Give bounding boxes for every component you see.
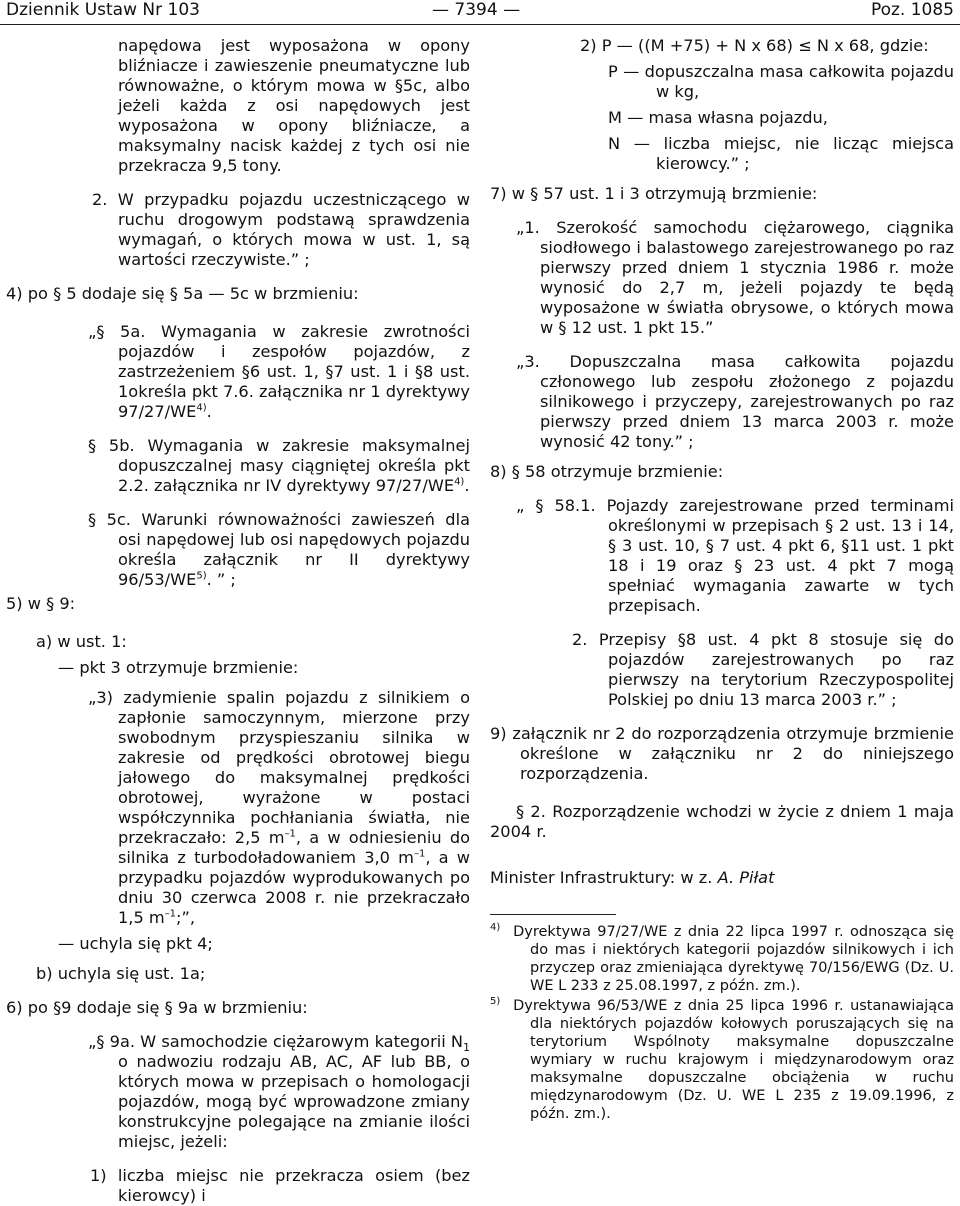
footnote-4 <box>490 923 954 995</box>
page-number: — 7394 — <box>432 0 521 20</box>
item-2-formula: 2) P — ((M +75) + N x 68) ≤ N x 68, gdzie: <box>580 36 929 55</box>
section-58-2: 2. Przepisy §8 ust. 4 pkt 8 stosuje się do pojazdów zarejestrowanych po raz pierwszy na terytorium Rzeczypospolitej Polskiej po dniu 13 marca 2003 r.” ; <box>572 630 954 709</box>
footnote-5-mark: 5) <box>490 996 501 1008</box>
journal-title: Dziennik Ustaw Nr 103 <box>6 0 200 20</box>
item-5: 5) w § 9: <box>6 594 76 613</box>
section-9a <box>6 1032 470 1152</box>
section-5c <box>6 510 470 590</box>
footnote-5-text: Dyrektywa 96/53/WE z dnia 25 lipca 1996 r. ustanawiająca dla niektórych pojazdów kołowych poruszających się na terytorium Wspólnoty maksymalne dopuszczalne wymiary w ruchu krajowym i międzynarodowym oraz maksymalne dopuszczalne obciążenia w ruchu międzynarodowym (Dz. U. WE L 235 z 19.09.1996, z późn. zm.). <box>513 998 955 1122</box>
section-2: § 2. Rozporządzenie wchodzi w życie z dniem 1 maja 2004 r. <box>490 802 954 841</box>
footnote-ref-5[interactable]: 5) <box>196 570 207 582</box>
paragraph-ust-2: 2. W przypadku pojazdu uczestniczącego w ruchu drogowym podstawą sprawdzenia wymagań, o których mowa w ust. 1, są wartości rzeczywiste.” ; <box>92 190 470 269</box>
unit-exponent: –1 <box>284 828 296 840</box>
footnote-4-mark: 4) <box>490 922 501 934</box>
section-5a-end: . <box>206 402 212 421</box>
footnote-rule <box>490 914 616 915</box>
pkt-3-part-3: , a w przypadku pojazdów wyprodukowanych po dniu 30 czerwca 2008 r. nie przekraczało 1,5 m <box>118 848 470 927</box>
pkt-3-part-1: „3) zadymienie spalin pojazdu z silnikiem o zapłonie samoczynnym, mierzone przy swobodnym przyspieszaniu silnika w zakresie od prędkości obrotowej biegu jałowego do maksymalnej prędkości obrotowej, wyrażone w postaci współczynnika pochłaniania światła, nie przekraczało: 2,5 m <box>88 688 470 847</box>
signature <box>490 868 954 888</box>
pkt-3-part-4: ;”, <box>176 908 196 927</box>
item-7: 7) w § 57 ust. 1 i 3 otrzymują brzmienie: <box>490 184 818 203</box>
footnote-4-text: Dyrektywa 97/27/WE z dnia 22 lipca 1997 r. odnosząca się do mas i niektórych kategorii pojazdów silnikowych i ich przyczep oraz zmieniająca dyrektywę 70/156/EWG (Dz. U. WE L 233 z 25.08.1997, z późn. zm.). <box>513 924 955 994</box>
pkt-3-part-2: , a w odniesieniu do silnika z turbodoładowaniem 3,0 m <box>118 828 470 867</box>
paragraph-57-1: „1. Szerokość samochodu ciężarowego, ciągnika siodłowego i balastowego zarejestrowanego po raz pierwszy przed dniem 1 stycznia 1986 r. może wynosić do 2,7 m, jeżeli pojazdy te będą wyposażone w światła obrysowe, o których mowa w § 12 ust. 1 pkt 15.” <box>516 218 954 337</box>
page-header <box>0 0 960 26</box>
position-number: Poz. 1085 <box>870 0 954 20</box>
header-rule <box>0 24 960 25</box>
signature-title: Minister Infrastruktury: w z. <box>490 868 718 887</box>
unit-exponent: –1 <box>413 848 426 860</box>
item-5a-dash-1: — pkt 3 otrzymuje brzmienie: <box>58 658 299 677</box>
section-5b-text: § 5b. Wymagania w zakresie maksymalnej dopuszczalnej masy ciągniętej określa pkt 2.2. załącznika nr IV dyrektywy 97/27/WE <box>88 436 470 495</box>
definition-p: P — dopuszczalna masa całkowita pojazdu w kg, <box>608 62 954 101</box>
unit-exponent: –1 <box>164 908 177 920</box>
item-5b: b) uchyla się ust. 1a; <box>36 964 206 983</box>
section-5a-text: „§ 5a. Wymagania w zakresie zwrotności pojazdów i zespołów pojazdów, z zastrzeżeniem §6 ust. 1, §7 ust. 1 i §8 ust. 1określa pkt 7.6. załącznika nr 1 dyrektywy 97/27/WE <box>88 322 470 421</box>
item-4: 4) po § 5 dodaje się § 5a — 5c w brzmieniu: <box>6 284 359 303</box>
section-5c-text: § 5c. Warunki równoważności zawieszeń dla osi napędowej lub osi napędowych pojazdu określa załącznik nr II dyrektywy 96/53/WE <box>88 510 470 589</box>
paragraph-continuation: napędowa jest wyposażona w opony bliźniacze i zawieszenie pneumatyczne lub równoważne, o którym mowa w §5c, albo jeżeli każda z osi napędowych jest wyposażona w opony bliźniacze, a maksymalny nacisk każdej z tych osi nie przekracza 9,5 tony. <box>118 36 470 175</box>
footnote-ref-4[interactable]: 4) <box>196 402 207 414</box>
item-8: 8) § 58 otrzymuje brzmienie: <box>490 462 724 481</box>
definition-n: N — liczba miejsc, nie licząc miejsca kierowcy.” ; <box>608 134 954 173</box>
section-5b <box>6 436 470 496</box>
section-58-1: „ § 58.1. Pojazdy zarejestrowane przed terminami określonymi w przepisach § 2 ust. 13 i 14, § 3 ust. 10, § 7 ust. 4 pkt 6, §11 ust. 1 pkt 18 i 19 oraz § 23 ust. 4 pkt 7 mogą spełniać wymagania zawarte w tych przepisach. <box>516 496 954 615</box>
section-9a-part-1: „§ 9a. W samochodzie ciężarowym kategorii N <box>88 1032 463 1051</box>
footnote-ref-4[interactable]: 4) <box>454 476 465 488</box>
category-subscript: 1 <box>463 1041 470 1055</box>
paragraph-57-3: „3. Dopuszczalna masa całkowita pojazdu członowego lub zespołu złożonego z pojazdu silnikowego i przyczepy, zarejestrowanych po raz pierwszy przed dniem 13 marca 2003 r. może wynosić 42 tony.” ; <box>516 352 954 451</box>
definition-m: M — masa własna pojazdu, <box>608 108 828 127</box>
pkt-3-text <box>6 688 470 928</box>
section-5b-end: . <box>464 476 470 495</box>
section-5c-end: . ” ; <box>206 570 236 589</box>
item-5a-dash-2: — uchyla się pkt 4; <box>58 934 213 953</box>
section-5a <box>6 322 470 422</box>
right-column <box>490 36 954 1123</box>
signature-name: A. Piłat <box>717 868 775 887</box>
footnote-5 <box>490 997 954 1123</box>
section-9a-point-1: 1) liczba miejsc nie przekracza osiem (bez kierowcy) i <box>90 1166 470 1205</box>
item-9: 9) załącznik nr 2 do rozporządzenia otrzymuje brzmienie określone w załączniku nr 2 do niniejszego rozporządzenia. <box>490 724 954 783</box>
item-6: 6) po §9 dodaje się § 9a w brzmieniu: <box>6 998 308 1017</box>
item-5a: a) w ust. 1: <box>36 632 127 651</box>
section-9a-part-2: o nadwoziu rodzaju AB, AC, AF lub BB, o których mowa w przepisach o homologacji pojazdów, mogą być wprowadzone zmiany konstrukcyjne polegające na zmianie ilości miejsc, jeżeli: <box>118 1052 470 1151</box>
left-column <box>6 36 470 1206</box>
